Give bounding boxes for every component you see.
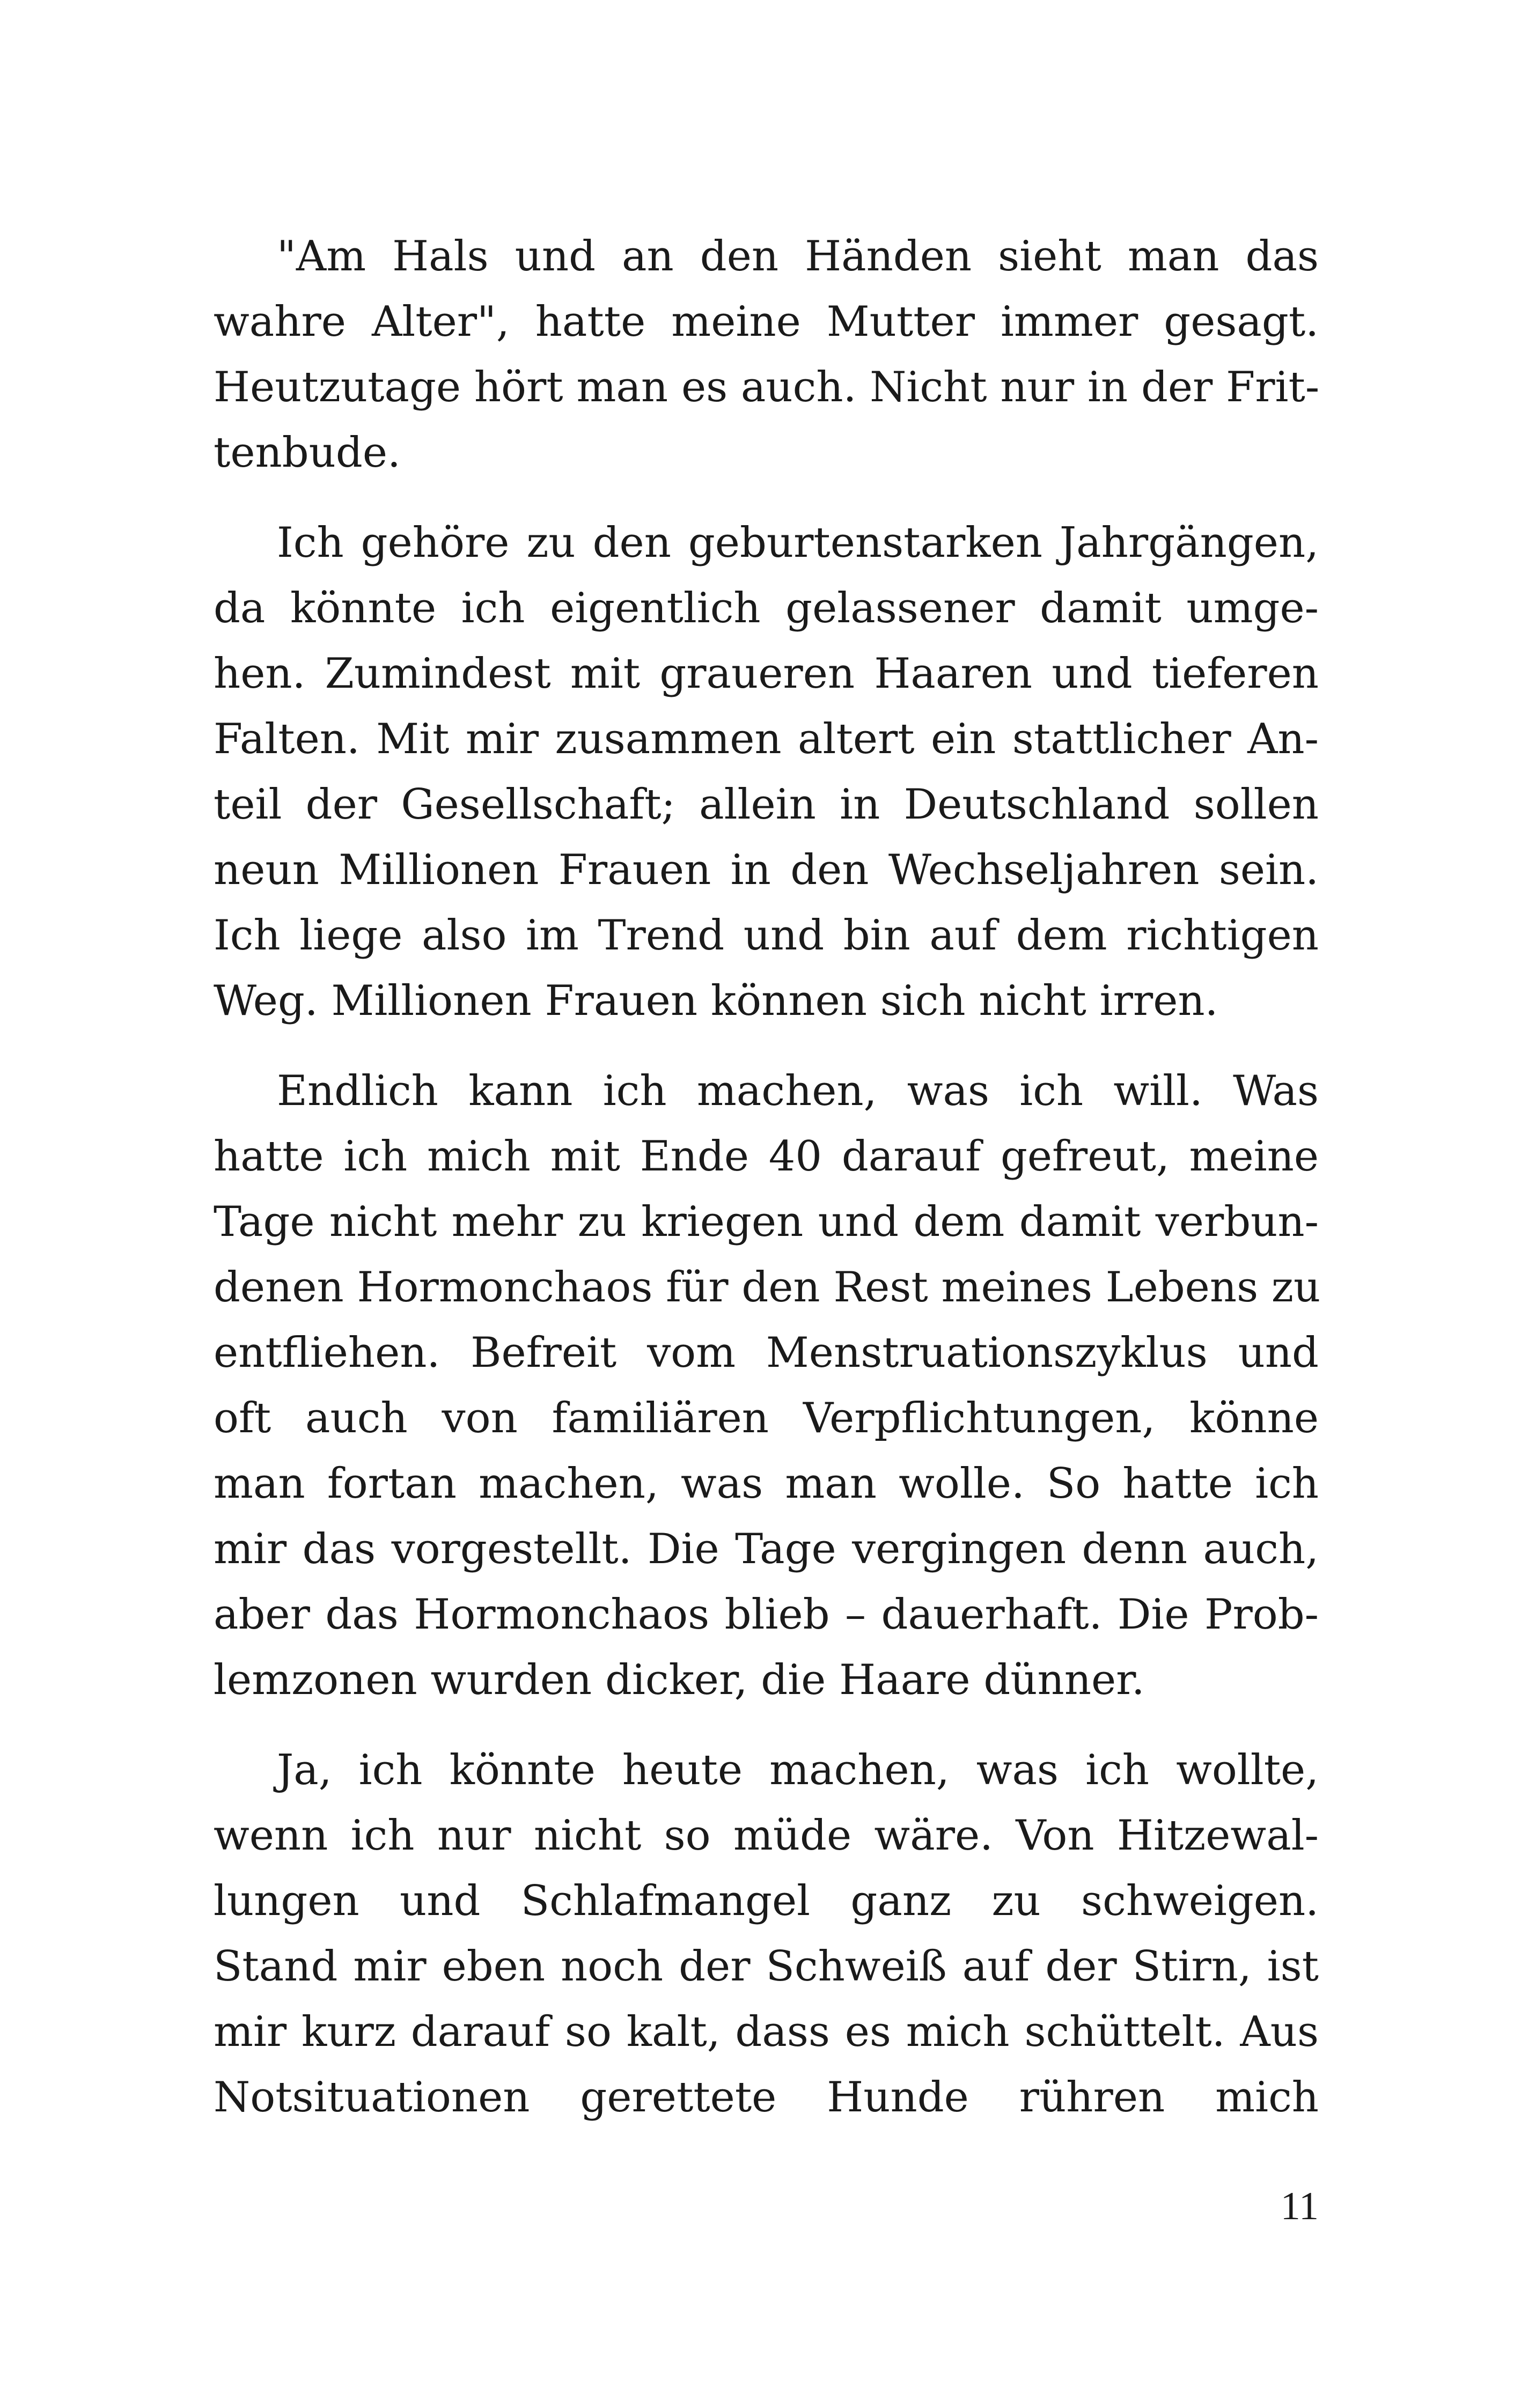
text-line: Ja, ich könnte heute machen, was ich wollte, [277, 1746, 1319, 1794]
text-line: "Am Hals und an den Händen sieht man das [277, 232, 1319, 281]
text-line: lemzonen wurden dicker, die Haare dünner. [214, 1656, 1145, 1704]
text-line: hatte ich mich mit Ende 40 darauf gefreut, meine [214, 1132, 1319, 1181]
text-line: Endlich kann ich machen, was ich will. Was [277, 1067, 1319, 1115]
paragraph-3 [214, 1058, 1319, 1713]
text-line: Stand mir eben noch der Schweiß auf der Stirn, ist [214, 1942, 1319, 1991]
text-line: teil der Gesellschaft; allein in Deutschland sollen [214, 780, 1319, 829]
text-line: Heutzutage hört man es auch. Nicht nur in der Frit- [214, 363, 1320, 411]
paragraph-2 [214, 510, 1319, 1034]
text-line: entfliehen. Befreit vom Menstruationszyklus und [214, 1329, 1319, 1377]
text-line: da könnte ich eigentlich gelassener damit umge- [214, 584, 1319, 632]
page-number: 11 [1280, 2184, 1319, 2228]
text-line: aber das Hormonchaos blieb – dauerhaft. Die Prob- [214, 1590, 1319, 1639]
text-line: mir kurz darauf so kalt, dass es mich schüttelt. Aus [214, 2008, 1319, 2056]
text-line: wenn ich nur nicht so müde wäre. Von Hitzewal- [214, 1811, 1319, 1860]
text-line: Notsituationen gerettete Hunde rühren mich [214, 2073, 1319, 2122]
paragraph-1 [214, 224, 1319, 485]
text-line: denen Hormonchaos für den Rest meines Lebens zu [214, 1263, 1321, 1312]
text-line: mir das vorgestellt. Die Tage vergingen denn auch, [214, 1525, 1319, 1573]
text-line: oft auch von familiären Verpflichtungen, könne [214, 1394, 1319, 1442]
paragraph-4 [214, 1737, 1319, 2130]
text-line: wahre Alter", hatte meine Mutter immer gesagt. [214, 298, 1319, 346]
body-text [214, 224, 1319, 2155]
text-line: neun Millionen Frauen in den Wechseljahren sein. [214, 846, 1319, 894]
text-line: lungen und Schlafmangel ganz zu schweigen. [214, 1877, 1319, 1925]
text-line: Falten. Mit mir zusammen altert ein stattlicher An- [214, 715, 1319, 763]
text-line: tenbude. [214, 429, 401, 477]
text-line: hen. Zumindest mit graueren Haaren und tieferen [214, 650, 1319, 698]
text-line: Tage nicht mehr zu kriegen und dem damit verbun- [214, 1198, 1319, 1246]
text-line: Ich liege also im Trend und bin auf dem richtigen [214, 911, 1319, 960]
text-line: Ich gehöre zu den geburtenstarken Jahrgängen, [277, 519, 1319, 567]
text-line: Weg. Millionen Frauen können sich nicht irren. [214, 977, 1218, 1025]
text-line: man fortan machen, was man wolle. So hatte ich [214, 1460, 1319, 1508]
